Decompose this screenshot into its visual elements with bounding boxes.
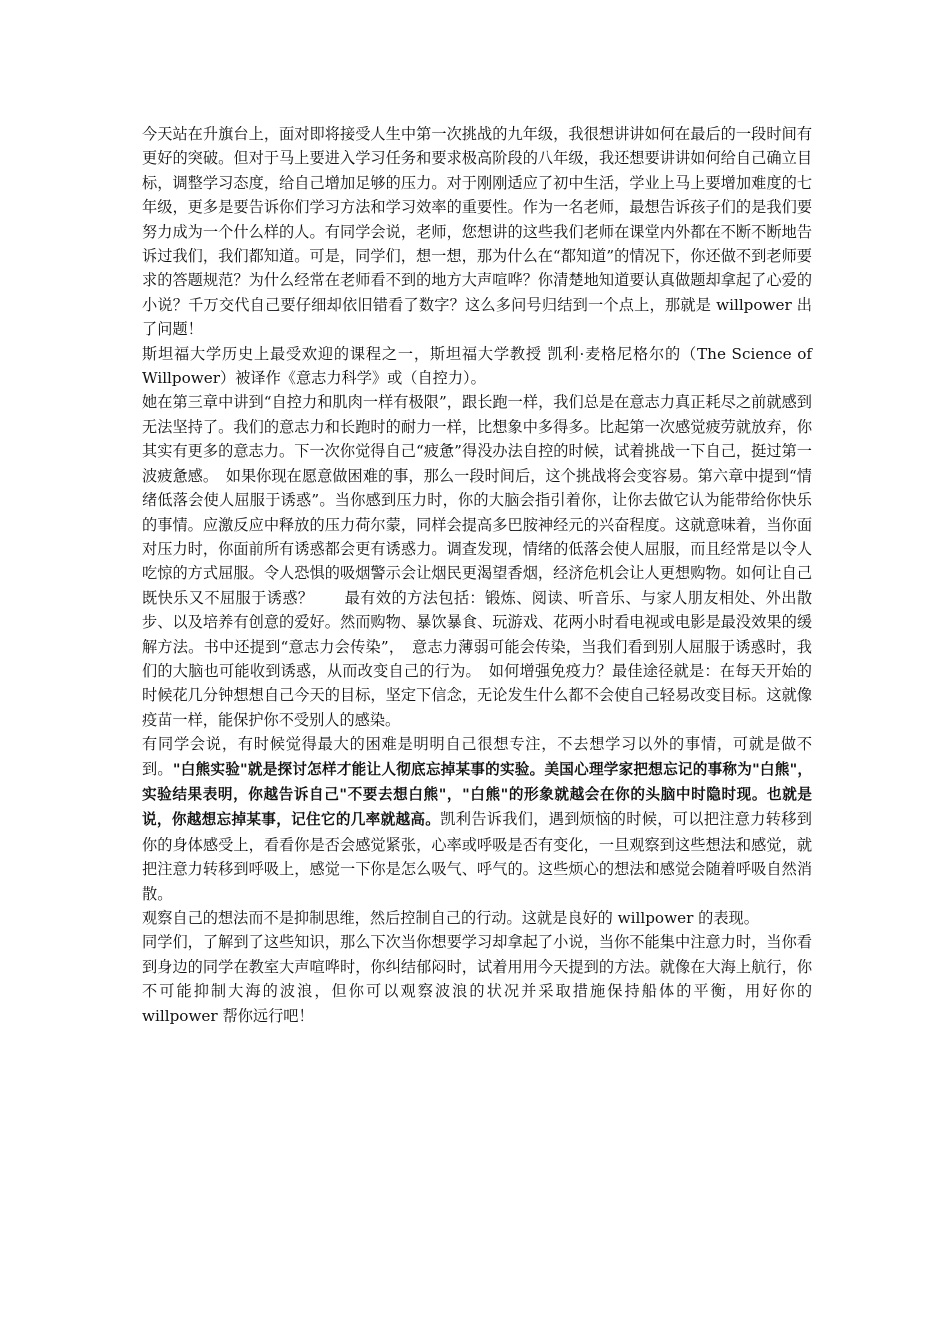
paragraph-intro-text: 今天站在升旗台上，面对即将接受人生中第一次挑战的九年级，我很想讲讲如何在最后的一段时间有更好的突破。但对于马上要进入学习任务和要求极高阶段的八年级，我还想要讲讲如何给自己确立目标，调整学习态度，给自己增加足够的压力。对于刚刚适应了初中生活，学业上马上要增加难度的七年级，更多是要告诉你们学习方法和学习效率的重要性。作为一名老师，最想告诉孩子们的是我们要努力成为一个什么样的人。有同学会说，老师，您想讲的这些我们老师在课堂内外都在不断不断地告诉过我们，我们都知道。可是，同学们，想一想，那为什么在“都知道”的情况下，你还做不到老师要求的答题规范？为什么经常在老师看不到的地方大声喧哗？你清楚地知道要认真做题却拿起了心爱的小说？千万交代自己要仔细却依旧错看了数字？这么多问号归结到一个点上，那就是 willpower 出了问题！ [142, 125, 812, 339]
paragraph-white-bear-before: 有同学会说，有时候觉得最大的困难是明明自己很想专注，不去想学习以外的事情，可就是做不到。 [142, 735, 812, 778]
paragraph-conclusion [142, 930, 812, 1028]
paragraph-course [142, 342, 812, 391]
paragraph-observe [142, 906, 812, 930]
paragraph-chapters [142, 390, 812, 732]
paragraph-intro [142, 122, 812, 342]
paragraph-white-bear-bold: "白熊实验"就是探讨怎样才能让人彻底忘掉某事的实验。美国心理学家把想忘记的事称为"白熊"，实验结果表明，你越告诉自己"不要去想白熊"，"白熊"的形象就越会在你的头脑中时隐时现。也就是说，你越想忘掉某事，记住它的几率就越高。 [142, 760, 813, 829]
paragraph-observe-text: 观察自己的想法而不是抑制思维，然后控制自己的行动。这就是良好的 willpower 的表现。 [142, 909, 759, 927]
document-body [142, 122, 812, 1028]
paragraph-chapters-text: 她在第三章中讲到“自控力和肌肉一样有极限”，跟长跑一样，我们总是在意志力真正耗尽之前就感到无法坚持了。我们的意志力和长跑时的耐力一样，比想象中多得多。比起第一次感觉疲劳就放弃，你其实有更多的意志力。下一次你觉得自己“疲惫”得没办法自控的时候，试着挑战一下自己，挺过第一波疲惫感。 如果你现在愿意做困难的事，那么一段时间后，这个挑战将会变容易。第六章中提到“情绪低落会使人屈服于诱惑”。当你感到压力时，你的大脑会指引着你，让你去做它认为能带给你快乐的事情。应激反应中释放的压力荷尔蒙，同样会提高多巴胺神经元的兴奋程度。这就意味着，当你面对压力时，你面前所有诱惑都会更有诱惑力。调查发现，情绪的低落会使人屈服，而且经常是以令人吃惊的方式屈服。令人恐惧的吸烟警示会让烟民更渴望香烟，经济危机会让人更想购物。如何让自己既快乐又不屈服于诱惑？ 最有效的方法包括：锻炼、阅读、听音乐、与家人朋友相处、外出散步、以及培养有创意的爱好。然而购物、暴饮暴食、玩游戏、花两小时看电视或电影是最没效果的缓解方法。书中还提到“意志力会传染”， 意志力薄弱可能会传染，当我们看到别人屈服于诱惑时，我们的大脑也可能收到诱惑，从而改变自己的行为。 如何增强免疫力？最佳途径就是：在每天开始的时候花几分钟想想自己今天的目标，坚定下信念，无论发生什么都不会使自己轻易改变目标。这就像疫苗一样，能保护你不受别人的感染。 [142, 393, 812, 729]
paragraph-course-text: 斯坦福大学历史上最受欢迎的课程之一，斯坦福大学教授 凯利·麦格尼格尔的（The Science of Willpower）被译作《意志力科学》或（自控力）。 [142, 344, 812, 388]
paragraph-conclusion-text: 同学们，了解到了这些知识，那么下次当你想要学习却拿起了小说，当你不能集中注意力时，当你看到身边的同学在教室大声喧哗时，你纠结郁闷时，试着用用今天提到的方法。就像在大海上航行，你不可能抑制大海的波浪，但你可以观察波浪的状况并采取措施保持船体的平衡，用好你的 willpower 帮你远行吧！ [142, 933, 812, 1025]
paragraph-white-bear [142, 732, 812, 906]
paragraph-white-bear-after: 凯利告诉我们，遇到烦恼的时候，可以把注意力转移到你的身体感受上，看看你是否会感觉紧张，心率或呼吸是否有变化，一旦观察到这些想法和感觉，就把注意力转移到呼吸上，感觉一下你是怎么吸气、呼气的。这些烦心的想法和感觉会随着呼吸自然消散。 [142, 810, 812, 903]
